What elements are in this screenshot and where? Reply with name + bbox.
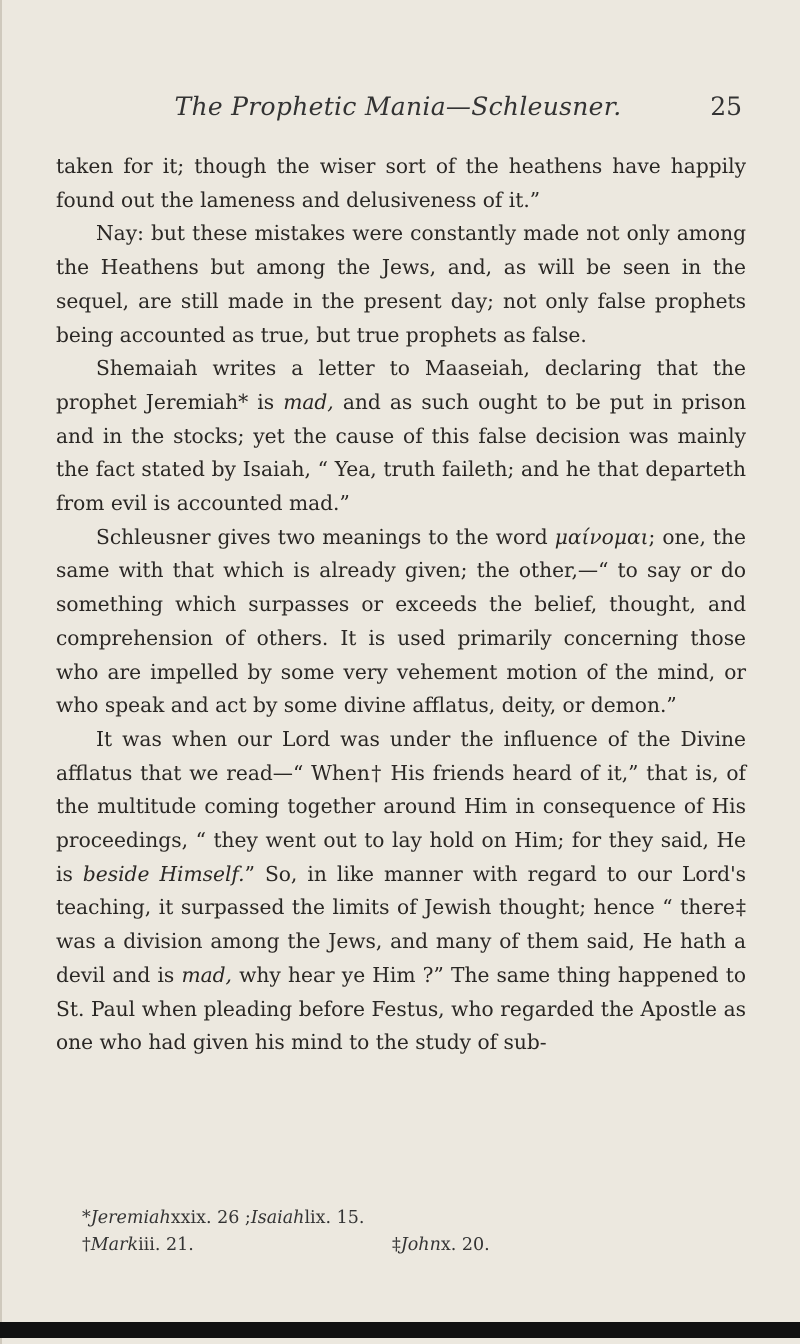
- footnote-3-book: John: [400, 1235, 441, 1255]
- paragraph-3-text-a: Shemaiah writes a letter to Maaseiah, declaring that the prophet Jeremiah* is: [56, 356, 746, 414]
- bottom-border: [0, 1322, 800, 1338]
- paragraph-5-text-e: why hear ye Him ?” The same thing happened to St. Paul when pleading before Festus, who regarded the Apostle as one who had given his mind to the study of sub-: [56, 962, 746, 1055]
- footnote-3: [392, 1232, 490, 1259]
- page-edge: [0, 0, 2, 1344]
- footnote-row-1: [82, 1205, 722, 1232]
- footnote-1-mark: *: [82, 1208, 91, 1228]
- paragraph-3-emphasis: mad,: [283, 389, 334, 414]
- paragraph-3: [56, 352, 746, 521]
- footnote-1-book: Jeremiah: [90, 1208, 171, 1228]
- paragraph-4-text-c: ; one, the same with that which is already given; the other,—“ to say or do something which surpasses or exceeds the belief, thought, and comprehension of others. It is used primarily concerning those who are impelled by some very vehement motion of the mind, or who speak and act by some divine afflatus, deity, or demon.”: [56, 524, 746, 718]
- footnote-1-ref-2: lix. 15.: [304, 1208, 365, 1228]
- footnote-1-book-2: Isaiah: [250, 1208, 305, 1228]
- footnote-3-ref: x. 20.: [440, 1235, 490, 1255]
- paragraph-5-emphasis-2: mad,: [181, 962, 232, 987]
- footnote-1-ref: xxix. 26 ;: [170, 1208, 251, 1228]
- paragraph-1: taken for it; though the wiser sort of the heathens have happily found out the lameness and delusiveness of it.”: [56, 154, 746, 212]
- page-number: 25: [710, 92, 742, 121]
- paragraph-5: [56, 723, 746, 1060]
- body-text: [56, 150, 746, 1060]
- footnotes: [82, 1205, 722, 1259]
- paragraph-5-text-a: It was when our Lord was under the influence of the Divine afflatus that we read—“ When† His friends heard of it,” that is, of the multitude coming together around Him in consequence of His proceedings, “ they went out to lay hold on Him; for they said, He is: [56, 726, 746, 886]
- footnote-2-book: Mark: [90, 1235, 139, 1255]
- footnote-row-2: [82, 1232, 722, 1259]
- paragraph-4: [56, 521, 746, 723]
- paragraph-5-text-c: ” So, in like manner with regard to our Lord's teaching, it surpassed the limits of Jewish thought; hence “ there‡ was a division among the Jews, and many of them said, He hath a devil and is: [56, 861, 747, 987]
- footnote-2-ref: iii. 21.: [138, 1235, 194, 1255]
- footnote-2: [82, 1232, 392, 1259]
- footnote-2-mark: †: [82, 1235, 91, 1255]
- paragraph-5-emphasis-1: beside Himself.: [82, 861, 245, 886]
- paragraph-2: Nay: but these mistakes were constantly made not only among the Heathens but among the Jews, and, as will be seen in the sequel, are still made in the present day; not only false prophets being accounted as true, but true prophets as false.: [56, 221, 746, 347]
- paragraph-4-text-a: Schleusner gives two meanings to the word: [96, 524, 555, 549]
- running-title: The Prophetic Mania—Schleusner.: [174, 92, 622, 121]
- footnote-3-mark: ‡: [392, 1235, 401, 1255]
- paragraph-3-text-c: and as such ought to be put in prison and in the stocks; yet the cause of this false decision was mainly the fact stated by Isaiah, “ Yea, truth faileth; and he that departeth from evil is accounted mad.”: [56, 389, 746, 516]
- footnote-1: [82, 1205, 364, 1232]
- paragraph-4-greek-word: μαίνομαι: [554, 524, 649, 549]
